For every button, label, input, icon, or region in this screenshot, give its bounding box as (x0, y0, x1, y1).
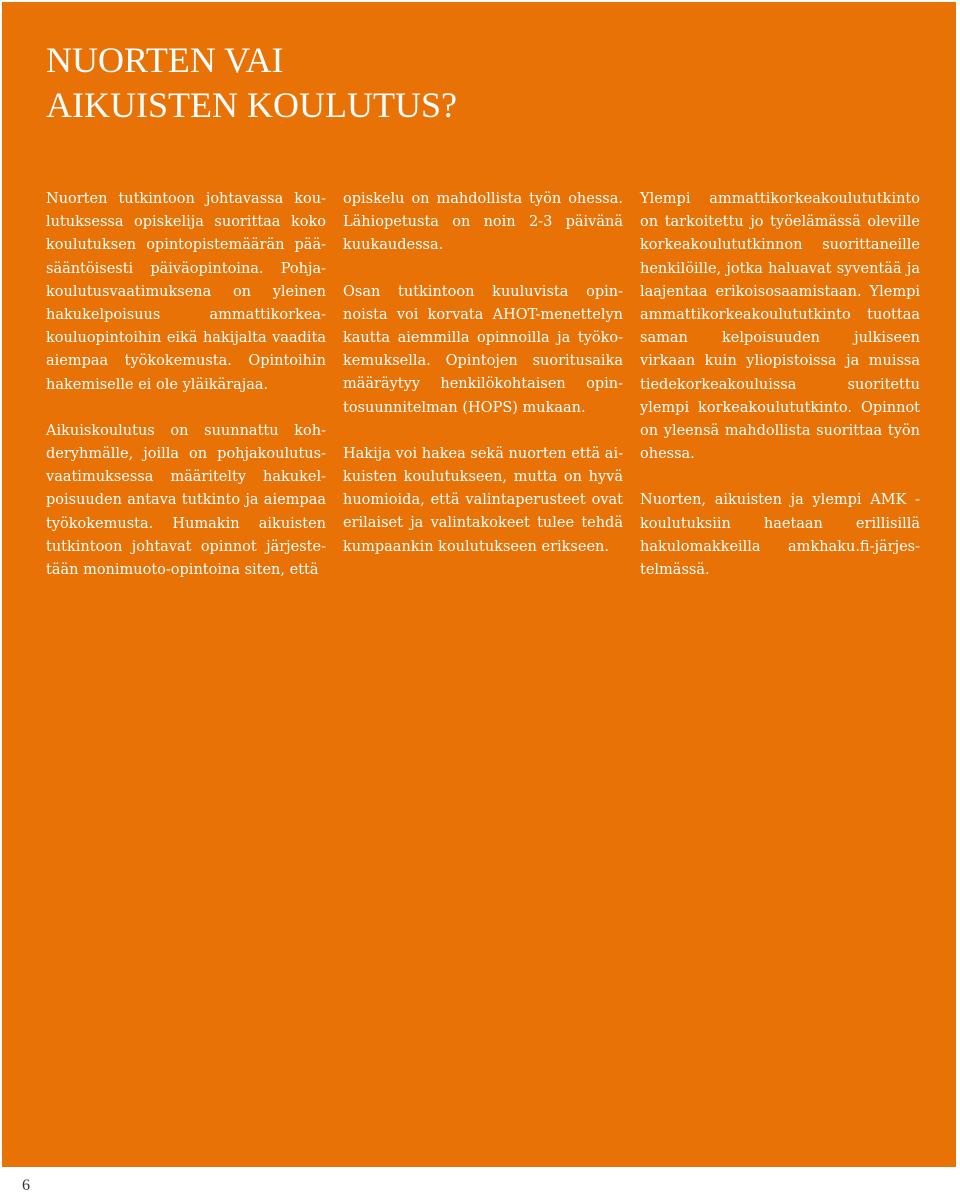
paragraph-haku: Nuorten, aikuisten ja ylempi AMK -koulutuksiin haetaan erillisillä hakulomakkeilla amkhaku.fi-järjestelmässä. (640, 492, 920, 579)
page-title-line-1: NUORTEN VAI (46, 40, 284, 80)
paragraph-ahot: Osan tutkintoon kuuluvista opinnoista voi korvata AHOT-menettelyn kautta aiemmilla opinnoilla ja työkokemuksella. Opintojen suoritusaika määräytyy henkilökohtaisen opintosuunnitelman (HOPS) mukaan. (343, 283, 623, 416)
text-column-2 (343, 188, 623, 582)
text-column-3 (640, 188, 920, 605)
paragraph-aikuiskoulutus: Aikuiskoulutus on suunnattu kohderyhmälle, joilla on pohjakoulutusvaatimuksessa määritelty hakukelpoisuuden antava tutkinto ja aiempaa työkokemusta. Humakin aikuisten tutkintoon johtavat opinnot järjestetään monimuoto-opintoina siten, että (46, 422, 326, 579)
paragraph-lahiopetus: opiskelu on mahdollista työn ohessa. Lähiopetusta on noin 2-3 päivänä kuukaudessa. (343, 191, 623, 254)
page-title (46, 38, 457, 128)
paragraph-ylempi-amk: Ylempi ammattikorkeakoulututkinto on tarkoitettu jo työelämässä oleville korkeakoulututkinnon suorittaneille henkilöille, jotka haluavat syventää ja laajentaa erikoisosaamistaan. Ylempi ammattikorkeakoulututkinto tuottaa saman kelpoisuuden julkiseen virkaan kuin yliopistoissa ja muissa tiedekorkeakouluissa suoritettu ylempi korkeakoulututkinto. Opinnot on yleensä mahdollista suorittaa työn ohessa. (640, 191, 920, 463)
paragraph-hakija: Hakija voi hakea sekä nuorten että aikuisten koulutukseen, mutta on hyvä huomioida, että valintaperusteet ovat erilaiset ja valintakokeet tulee tehdä kumpaankin koulutukseen erikseen. (343, 445, 623, 555)
paragraph-nuorten-tutkinto: Nuorten tutkintoon johtavassa koulutuksessa opiskelija suorittaa koko koulutuksen opintopistemäärän pääsääntöisesti päiväopintoina. Pohjakoulutusvaatimuksena on yleinen hakukelpoisuus ammattikorkeakouluopintoihin eikä hakijalta vaadita aiempaa työkokemusta. Opintoihin hakemiselle ei ole yläikärajaa. (46, 191, 326, 393)
page-number: 6 (22, 1177, 30, 1194)
orange-background-panel (2, 2, 956, 1167)
page-title-line-2: AIKUISTEN KOULUTUS? (46, 85, 457, 125)
text-column-1 (46, 188, 326, 605)
